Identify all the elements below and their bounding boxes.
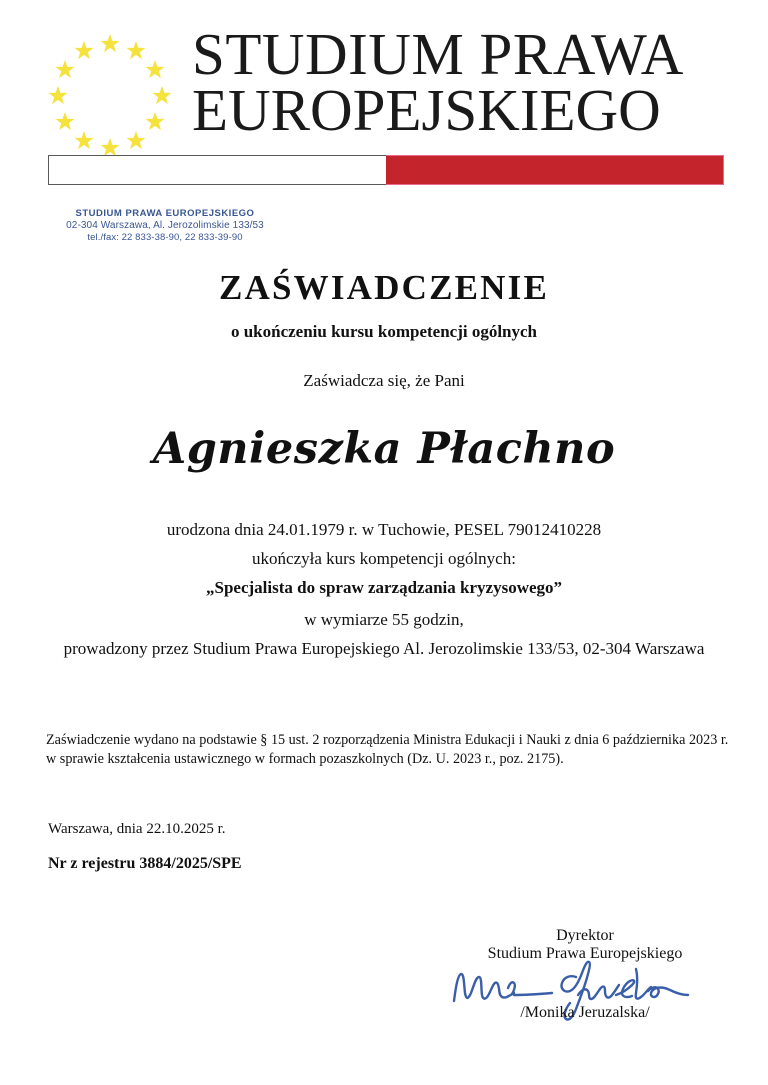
document-header: [0, 0, 768, 200]
course-name: „Specjalista do spraw zarządzania kryzysowego”: [205, 578, 563, 597]
flag-white-stripe: [48, 155, 386, 185]
eu-stars-circle-icon: [42, 28, 178, 164]
polish-flag-bar: [48, 155, 724, 185]
organization-title: [192, 21, 748, 143]
signature-name: /Monika Jeruzalska/: [520, 1004, 650, 1021]
recipient-name: Agnieszka Płachno: [152, 424, 616, 474]
course-organizer-line: prowadzony przez Studium Prawa Europejskiego Al. Jerozolimskie 133/53, 02-304 Warszawa: [63, 639, 705, 658]
stamp-line-phone: tel./fax: 22 833-38-90, 22 833-39-90: [87, 232, 243, 243]
legal-line-2: w sprawie kształcenia ustawicznego w formach pozaszkolnych (Dz. U. 2023 r., poz. 2175).: [46, 751, 564, 767]
stamp-line-organization: STUDIUM PRAWA EUROPEJSKIEGO: [75, 208, 255, 219]
course-hours-line: w wymiarze 55 godzin,: [304, 610, 464, 629]
registry-number: Nr z rejestru 3884/2025/SPE: [48, 855, 242, 872]
stamp-line-address: 02-304 Warszawa, Al. Jerozolimskie 133/53: [66, 220, 264, 231]
signature-role-line2: Studium Prawa Europejskiego: [487, 945, 683, 962]
recipient-birth-line: urodzona dnia 24.01.1979 r. w Tuchowie, PESEL 79012410228: [166, 520, 602, 539]
page-title: ZAŚWIADCZENIE: [218, 268, 550, 307]
place-and-date: Warszawa, dnia 22.10.2025 r.: [48, 821, 226, 837]
institution-stamp: [50, 208, 280, 243]
certificate-subtitle: o ukończeniu kursu kompetencji ogólnych: [230, 322, 538, 341]
organization-title-line2: EUROPEJSKIEGO: [192, 77, 661, 143]
legal-basis-paragraph: [46, 731, 736, 769]
organization-title-line1: STUDIUM PRAWA: [192, 21, 684, 87]
signature-role-line1: Dyrektor: [556, 927, 614, 944]
signature-role-block: [430, 927, 740, 963]
flag-red-stripe: [386, 155, 724, 185]
certificate-intro-line: Zaświadcza się, że Pani: [303, 371, 465, 390]
course-completion-line: ukończyła kurs kompetencji ogólnych:: [252, 549, 516, 568]
legal-line-1: Zaświadczenie wydano na podstawie § 15 ust. 2 rozporządzenia Ministra Edukacji i Nauki z dnia 6 października 2023 r.: [46, 732, 729, 748]
